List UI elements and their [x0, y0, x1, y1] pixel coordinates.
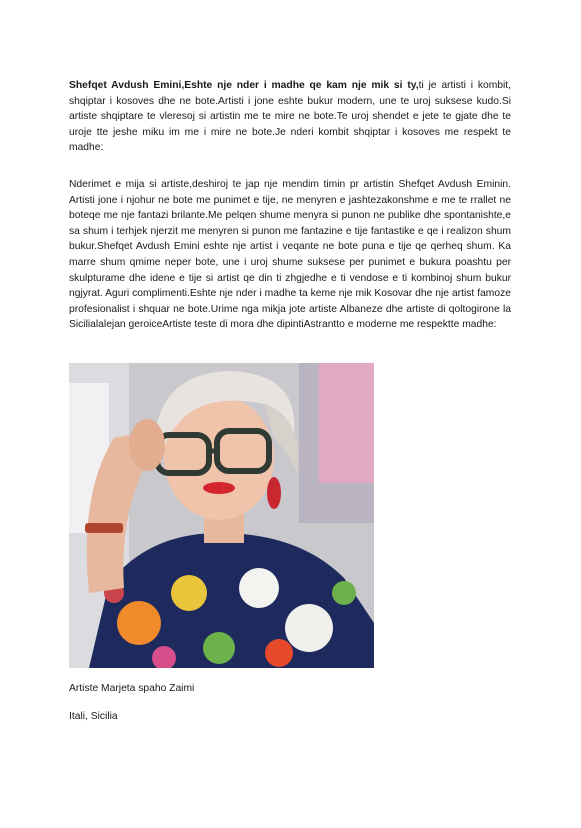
intro-paragraph — [69, 78, 511, 156]
intro-bold-text: Shefqet Avdush Emini,Eshte nje nder i madhe qe kam nje mik si ty, — [69, 80, 419, 91]
location-caption: Itali, Sicilia — [69, 711, 118, 722]
intro-text: ti je artisti i kombit, shqiptar i kosoves dhe ne bote.Artisti i jone eshte bukur modern, une te uroj suksese kudo.Si artiste shqiptare te vleresoj si artistin me te mire ne bote.Te uroj shendet e jete te gjate dhe te uroje tte jeshe miku im me i mire ne bote.Je nderi kombit shqiptar i kosoves me respekt te madhe: — [69, 80, 512, 154]
artist-name-caption: Artiste Marjeta spaho Zaimi — [69, 683, 195, 694]
tribute-paragraph: Nderimet e mija si artiste,deshiroj te jap nje mendim timin pr artistin Shefqet Avdush Eminin. Artisti jone i njohur ne bote me punimet e tije, ne menyren e jashtezakonshme e me te rrallet ne boteqe me nje fantazi brilante.Me pelqen shume menyra si punon ne publike dhe spontanishte,e sa shum i terhjek njerzit me menyren si punon me fantazine e tije fantastike e qe i realizon shum bukur.Shefqet Avdush Emini eshte nje artist i veqante ne bote puna e tije qe qerheq shum. Ka marre shum qmime neper bote, une i uroj shume suksese per punimet e bukura poashtu per skulpturame dhe idene e tije si artist qe din ti zhgjedhe e ti vendose e ti kombinoj shum bukur ngjyrat. Aguri complimenti.Eshte nje nder i madhe ta keme nje mik Kosovar dhe nje artist famoze profesionalist i shquar ne bote.Urime nga mikja jote artiste Albaneze dhe artiste di qoltogirone la Sicilialalejan geroiceArtiste teste di mora dhe dipintiAstrantto e moderne me respektte madhe: — [69, 179, 511, 331]
portrait-photo — [69, 363, 374, 668]
